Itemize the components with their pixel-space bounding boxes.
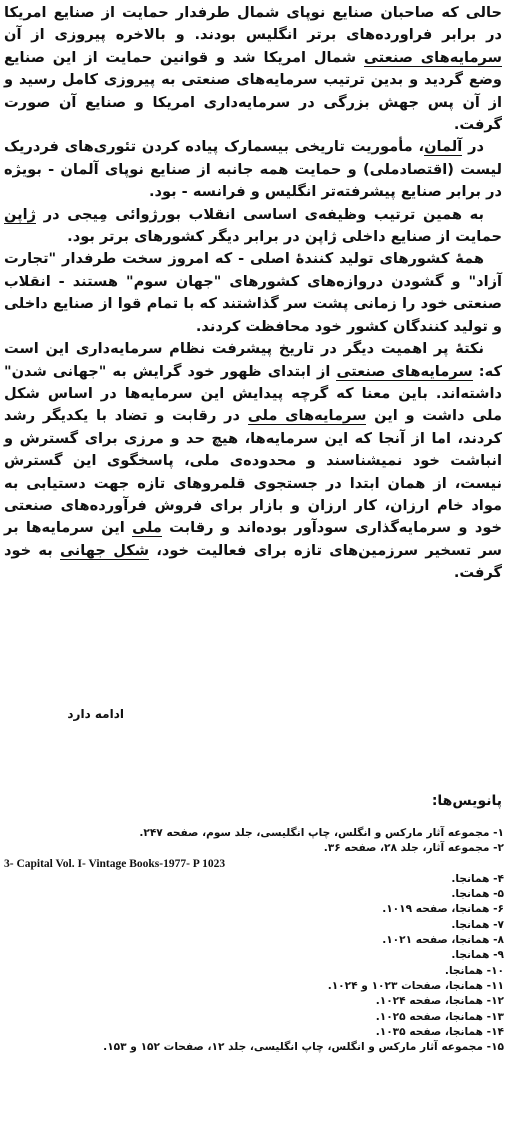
paragraph-text: نکتهٔ پر اهمیت دیگر در تاریخ پیشرفت نظام سرمایه‌داری این است که: xyxy=(4,340,502,380)
paragraph-text: ، مأموریت تاریخی بیسمارک پیاده کردن تئوری‌های فردریک لیست (اقتصادملی) و حمایت همه جانبه از صنایع نوپای آلمان - بویژه در برابر صنایع پیشرفته‌تر انگلیس و فرانسه - بود. xyxy=(4,138,502,201)
body-paragraph xyxy=(4,2,502,136)
footnote: 3- Capital Vol. I- Vintage Books-1977- P 1023 xyxy=(4,857,226,870)
paragraph-text: در رقابت و تضاد با یکدیگر رشد کردند، اما از آنجا که این سرمایه‌ها، هیچ حد و مرزی برای گسترش و انباشت خود نمیشناسند و محدوده‌ی ملی، پاسخگوی این گسترش نیست، از همان ابتدا در جستجوی قلمروهای تازه جهت دستیابی به مواد خام ارزان، کار ارزان و بازار برای فروش فرآورده‌های صنعتی خود و سرمایه‌گذاری سودآور بوده‌اند و رقابت xyxy=(4,407,502,537)
paragraph-text: این سرمایه‌ها بر سر تسخیر سرزمین‌های تازه برای فعالیت خود، xyxy=(4,519,502,559)
body-paragraph xyxy=(4,248,502,338)
article-body xyxy=(4,2,502,585)
paragraph-text: به خود گرفت. xyxy=(4,541,502,582)
footnote: ۱۰- همانجا. xyxy=(444,964,504,977)
footnote: ۹- همانجا. xyxy=(451,949,504,962)
underlined-term: سرمایه‌های ملی xyxy=(247,407,367,425)
footnote: ۲- مجموعه آثار، جلد ۲۸، صفحه ۳۶. xyxy=(323,842,504,855)
paragraph-text: به همین ترتیب وظیفه‌ی اساسی انقلاب بورژوائی مِیجی در xyxy=(36,205,484,223)
paragraph-text: همهٔ کشورهای تولید کنندهٔ اصلی - که امروز سخت طرفدار "تجارت آزاد" و گشودن دروازه‌های کشورهای "جهان سوم" هستند - انقلاب صنعتی خود را زمانی پشت سر گذاشتند که با تمام قوا از صنایع داخلی و تولید کنندگان کشور خود محافظت کردند. xyxy=(4,250,502,335)
underlined-term: شکل جهانی xyxy=(60,541,150,559)
footnote: ۱۱- همانجا، صفحات ۱۰۲۳ و ۱۰۲۴. xyxy=(327,979,504,992)
body-paragraph xyxy=(4,338,502,584)
paragraph-text: شمال امریکا شد و قوانین حمایت از این صنایع وضع گردید و بدین ترتیب سرمایه‌های صنعتی به پیروزی کامل رسید و از آن پس جهش بزرگی در سرمایه‌داری امریکا و صنایع آن صورت گرفت. xyxy=(4,48,502,134)
underlined-term: ژاپن xyxy=(4,205,37,223)
continued-label: ادامه دارد xyxy=(67,707,124,721)
footnote: ۴- همانجا. xyxy=(451,872,504,885)
footnote: ۱۵- مجموعه آثار مارکس و انگلس، چاپ انگلیسی، جلد ۱۲، صفحات ۱۵۲ و ۱۵۳. xyxy=(103,1041,504,1054)
paragraph-text: از ابتدای ظهور خود گرایش به "جهانی شدن" داشته‌اند. باین معنا که گرچه پیدایش این سرمایه‌ها در اساس شکل ملی داشت و این xyxy=(4,362,502,425)
underlined-term: آلمان xyxy=(424,138,463,156)
footnote: ۷- همانجا. xyxy=(451,918,504,931)
underlined-term: سرمایه‌های صنعتی xyxy=(336,362,473,380)
underlined-term: سرمایه‌های صنعتی xyxy=(363,48,502,66)
body-paragraph xyxy=(4,136,502,203)
footnote: ۱۴- همانجا، صفحه ۱۰۳۵. xyxy=(375,1025,504,1038)
footnote: ۸- همانجا، صفحه ۱۰۲۱. xyxy=(382,934,504,947)
footnotes-heading: پانویس‌ها: xyxy=(431,793,502,809)
footnote: ۱۲- همانجا، صفحه ۱۰۲۴. xyxy=(375,995,504,1008)
footnote: ۱- مجموعه آثار مارکس و انگلس، چاپ انگلیسی، جلد سوم، صفحه ۲۴۷. xyxy=(139,827,504,839)
footnote: ۶- همانجا، صفحه ۱۰۱۹. xyxy=(382,903,504,916)
paragraph-text: حالی که صاحبان صنایع نوپای شمال طرفدار حمایت از صنایع امریکا در برابر فراورده‌های برتر انگلیس بودند. و بالاخره پیروزی از آن xyxy=(4,4,502,44)
paragraph-text: در xyxy=(462,138,484,156)
paragraph-text: حمایت از صنایع داخلی ژاپن در برابر دیگر کشورهای برتر بود. xyxy=(67,228,502,246)
footnote: ۵- همانجا. xyxy=(451,888,504,901)
body-paragraph xyxy=(4,204,502,249)
footnotes-list xyxy=(4,826,504,1055)
footnote: ۱۳- همانجا، صفحه ۱۰۲۵. xyxy=(375,1010,504,1023)
underlined-term: ملی xyxy=(132,519,162,537)
